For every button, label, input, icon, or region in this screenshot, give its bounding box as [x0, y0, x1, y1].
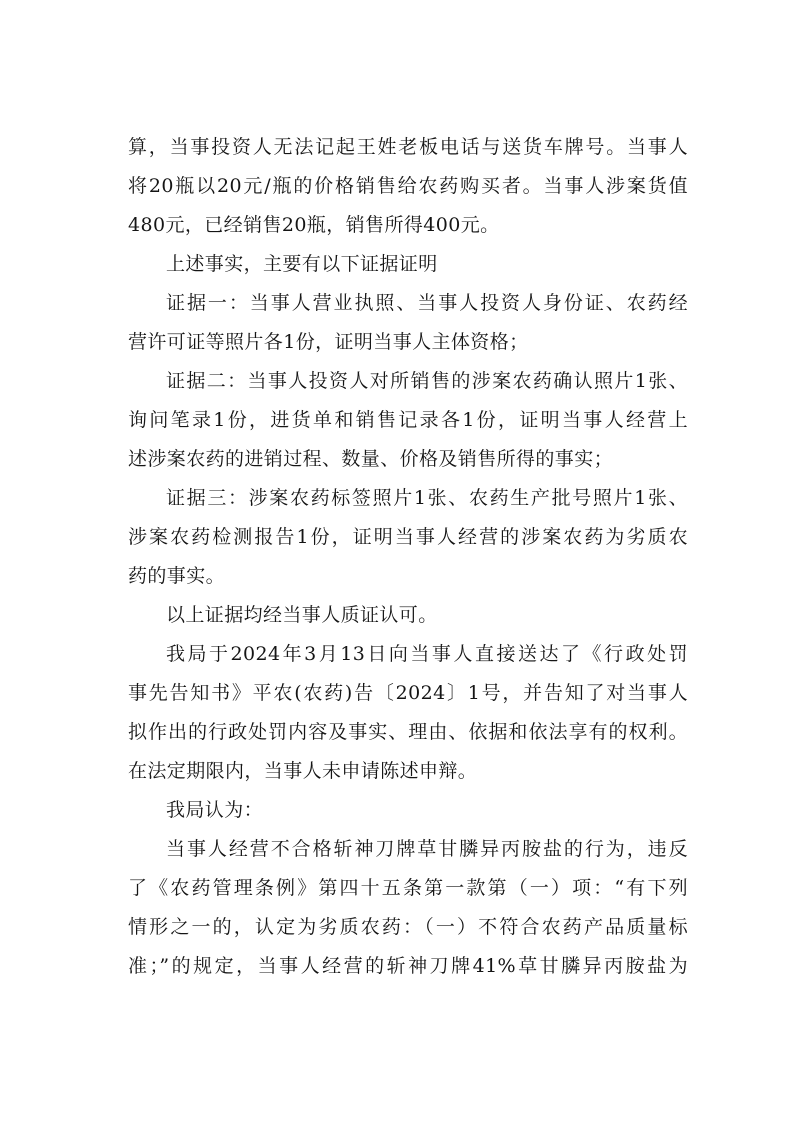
text-line: 我局认为： — [166, 799, 264, 821]
text-line: 上述事实，主要有以下证据证明 — [166, 253, 438, 275]
text-line: 以上证据均经当事人质证认可。 — [166, 604, 438, 626]
text-line: 事先告知书》平农(农药)告〔2024〕1号，并告知了对当事人 — [128, 682, 688, 704]
text-line: 涉案农药检测报告1份，证明当事人经营的涉案农药为劣质农 — [128, 526, 688, 548]
text-line: 营许可证等照片各1份，证明当事人主体资格； — [128, 331, 529, 353]
text-line: 当事人经营不合格斩神刀牌草甘膦异丙胺盐的行为，违反 — [166, 838, 688, 860]
text-line: 述涉案农药的进销过程、数量、价格及销售所得的事实； — [128, 448, 614, 470]
text-line: 将20瓶以20元/瓶的价格销售给农药购买者。当事人涉案货值 — [128, 175, 688, 197]
text-line: 证据二：当事人投资人对所销售的涉案农药确认照片1张、 — [166, 370, 688, 392]
text-line: 了《农药管理条例》第四十五条第一款第（一）项：“有下列 — [128, 877, 688, 899]
text-line: 480元，已经销售20瓶，销售所得400元。 — [128, 214, 500, 236]
text-line: 药的事实。 — [128, 565, 226, 587]
text-line: 在法定期限内，当事人未申请陈述申辩。 — [128, 760, 478, 782]
text-line: 证据一：当事人营业执照、当事人投资人身份证、农药经 — [166, 292, 688, 314]
text-line: 我局于2024年3月13日向当事人直接送达了《行政处罚 — [166, 643, 688, 665]
text-line: 证据三：涉案农药标签照片1张、农药生产批号照片1张、 — [166, 487, 688, 509]
text-line: 情形之一的，认定为劣质农药：（一）不符合农药产品质量标 — [128, 916, 688, 938]
text-line: 询问笔录1份，进货单和销售记录各1份，证明当事人经营上 — [128, 409, 688, 431]
text-line: 拟作出的行政处罚内容及事实、理由、依据和依法享有的权利。 — [128, 721, 688, 743]
text-line: 准；”的规定，当事人经营的斩神刀牌41%草甘膦异丙胺盐为 — [128, 955, 688, 977]
text-line: 算，当事投资人无法记起王姓老板电话与送货车牌号。当事人 — [128, 136, 688, 158]
